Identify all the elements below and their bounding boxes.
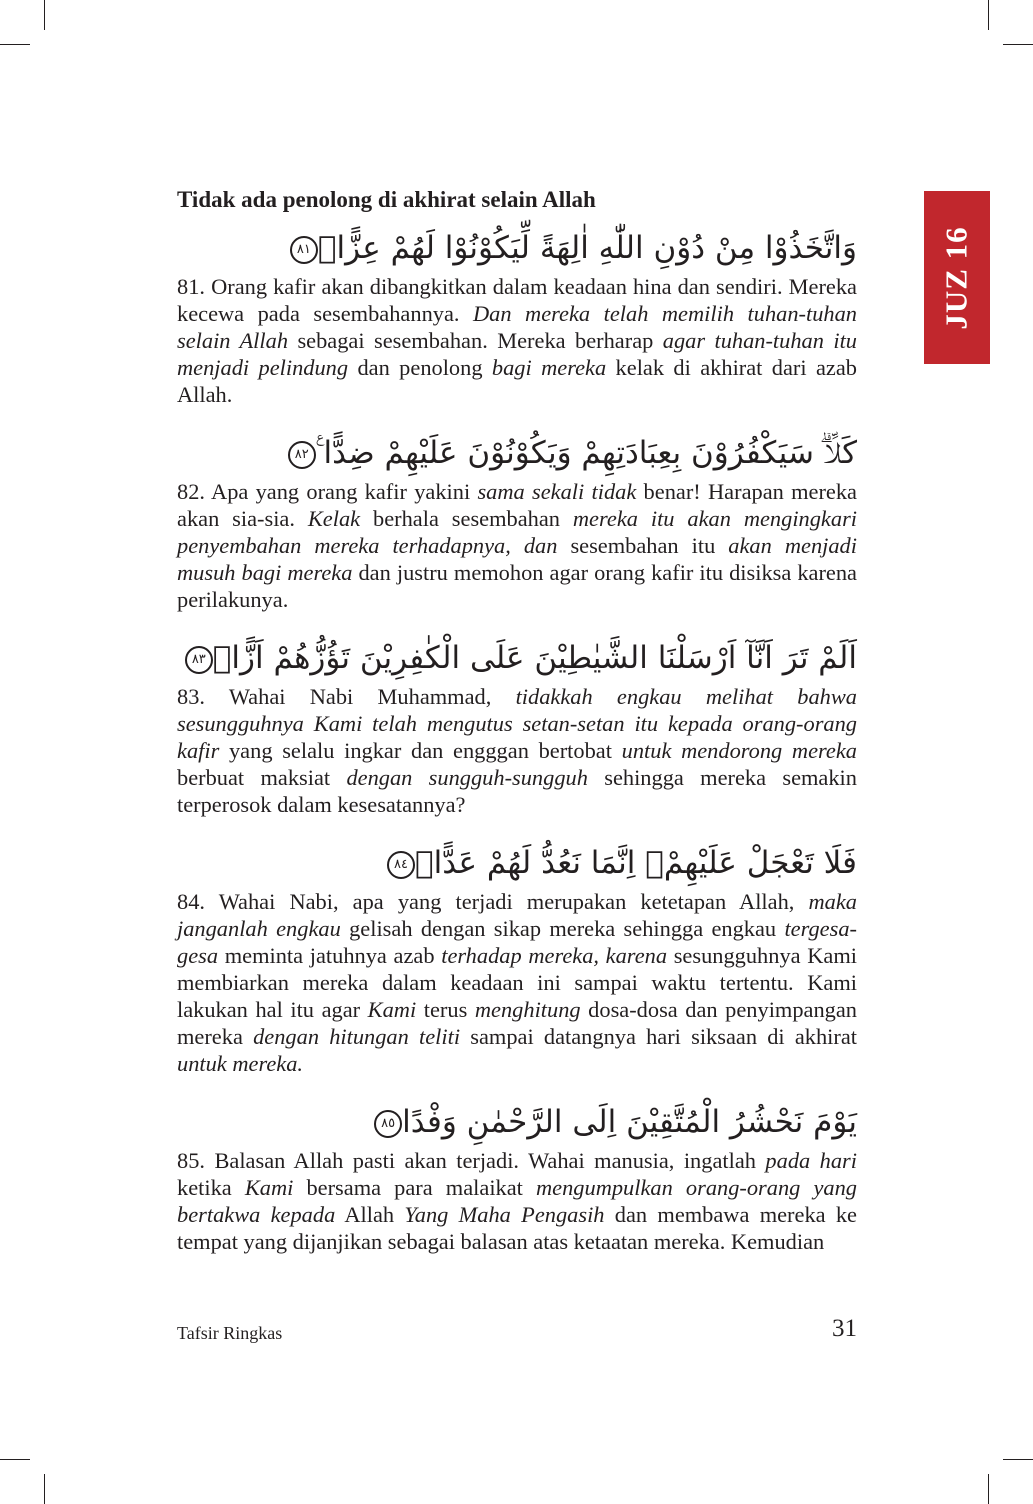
italic-text: mereka itu akan mengingkari penyembahan mereka terhadapnya, dan	[177, 506, 857, 558]
body-text: dan penolong	[348, 355, 492, 380]
juz-side-tab	[924, 191, 990, 364]
verse-translation	[177, 478, 857, 613]
body-text: dan membawa mereka ke tempat yang dijanjikan sebagai balasan atas ketaatan mereka. Kemudian	[177, 1202, 857, 1254]
body-text: berhala sesembahan	[360, 506, 573, 531]
body-text: bersama para malaikat	[293, 1175, 536, 1200]
body-text: sebagai sesembahan. Mereka berharap	[288, 328, 663, 353]
italic-text: bagi mereka	[491, 355, 607, 380]
italic-text: untuk mereka.	[177, 1051, 304, 1076]
body-text: sesungguhnya Kami membiarkan mereka dalam keadaan ini sampai waktu tertentu. Kami lakukan hal itu agar	[177, 943, 857, 1022]
body-text: Allah	[335, 1202, 405, 1227]
ayah-number-icon: ٨١	[290, 236, 318, 264]
body-text: ketika	[177, 1175, 245, 1200]
body-text: benar! Harapan mereka akan sia-sia.	[177, 479, 857, 531]
italic-text: sama sekali tidak	[477, 479, 637, 504]
italic-text: pada hari	[765, 1148, 857, 1173]
italic-text: maka janganlah engkau	[177, 889, 857, 941]
juz-label: JUZ 16	[939, 225, 975, 330]
ayah-number-icon: ٨٣	[185, 646, 213, 674]
arabic-verse	[177, 1097, 857, 1147]
italic-text: akan menjadi musuh bagi mereka	[177, 533, 857, 585]
crop-mark-bottom-left-h	[0, 1459, 30, 1460]
body-text: sesembahan itu	[557, 533, 729, 558]
crop-mark-bottom-left-v	[44, 1474, 45, 1504]
italic-text: Dan mereka telah memilih tuhan-tuhan selain Allah	[177, 301, 857, 353]
crop-mark-bottom-right-v	[988, 1474, 989, 1504]
verse-translation	[177, 273, 857, 408]
body-text: 83. Wahai Nabi Muhammad,	[177, 684, 516, 709]
italic-text: untuk mendorong mereka	[621, 738, 857, 763]
italic-text: Kami	[367, 997, 417, 1022]
italic-text: tergesa-gesa	[177, 916, 857, 968]
page-number: 31	[832, 1315, 857, 1342]
crop-mark-top-right-h	[1003, 44, 1033, 45]
body-text: terus	[416, 997, 475, 1022]
arabic-text: كَلَّاۗ سَيَكْفُرُوْنَ بِعِبَادَتِهِمْ وَيَكُوْنُوْنَ عَلَيْهِمْ ضِدًّا ࣖ	[315, 435, 857, 471]
arabic-verse	[177, 633, 857, 683]
footer-book-title: Tafsir Ringkas	[177, 1323, 283, 1343]
arabic-verse	[177, 838, 857, 888]
ayah-number-icon: ٨٤	[387, 851, 415, 879]
body-text: gelisah dengan sikap mereka sehingga engkau	[340, 916, 785, 941]
body-text: kelak di akhirat dari azab Allah.	[177, 355, 857, 407]
body-text: 81. Orang kafir akan dibangkitkan dalam keadaan hina dan sendiri. Mereka kecewa pada sesembahannya.	[177, 274, 857, 326]
body-text: 85. Balasan Allah pasti akan terjadi. Wahai manusia, ingatlah	[177, 1148, 766, 1173]
italic-text: Yang Maha Pengasih	[404, 1202, 605, 1227]
arabic-text: وَاتَّخَذُوْا مِنْ دُوْنِ اللّٰهِ اٰلِهَةً لِّيَكُوْنُوْا لَهُمْ عِزًّاۙ	[317, 230, 857, 266]
arabic-text: يَوْمَ نَحْشُرُ الْمُتَّقِيْنَ اِلَى الرَّحْمٰنِ وَفْدًا	[402, 1104, 857, 1140]
verse-translation	[177, 888, 857, 1077]
body-text: 84. Wahai Nabi, apa yang terjadi merupakan ketetapan Allah,	[177, 889, 809, 914]
italic-text: dengan hitungan teliti	[253, 1024, 461, 1049]
arabic-verse	[177, 428, 857, 478]
italic-text: mengumpulkan orang-orang yang bertakwa kepada	[177, 1175, 857, 1227]
body-text: berbuat maksiat	[177, 765, 347, 790]
body-text: sampai datangnya hari siksaan di akhirat	[460, 1024, 857, 1049]
body-text: meminta jatuhnya azab	[218, 943, 442, 968]
section-heading: Tidak ada penolong di akhirat selain Allah	[177, 187, 596, 212]
crop-mark-top-left-v	[44, 0, 45, 30]
italic-text: agar tuhan-tuhan itu menjadi pelindung	[177, 328, 857, 380]
body-text: 82. Apa yang orang kafir yakini	[177, 479, 478, 504]
italic-text: menghitung	[474, 997, 581, 1022]
body-text: yang selalu ingkar dan engggan bertobat	[219, 738, 622, 763]
arabic-verse	[177, 223, 857, 273]
crop-mark-top-left-h	[0, 44, 30, 45]
italic-text: dengan sungguh-sungguh	[346, 765, 588, 790]
italic-text: terhadap mereka, karena	[441, 943, 668, 968]
arabic-text: فَلَا تَعْجَلْ عَلَيْهِمْۗ اِنَّمَا نَعُدُّ لَهُمْ عَدًّاۚ	[415, 845, 857, 881]
page-content	[177, 183, 857, 1275]
arabic-text: اَلَمْ تَرَ اَنَّآ اَرْسَلْنَا الشَّيٰطِيْنَ عَلَى الْكٰفِرِيْنَ تَؤُزُّهُمْ اَزًّاۙ	[212, 640, 857, 676]
verse-translation	[177, 1147, 857, 1255]
crop-mark-bottom-right-h	[1003, 1459, 1033, 1460]
ayah-number-icon: ٨٥	[374, 1110, 402, 1138]
verse-translation	[177, 683, 857, 818]
italic-text: Kelak	[307, 506, 361, 531]
body-text: dan justru memohon agar orang kafir itu disiksa karena perilakunya.	[177, 560, 857, 612]
body-text: sehingga mereka semakin terperosok dalam kesesatannya?	[177, 765, 857, 817]
body-text: dosa-dosa dan penyimpangan mereka	[177, 997, 857, 1049]
italic-text: Kami	[244, 1175, 294, 1200]
crop-mark-top-right-v	[988, 0, 989, 30]
italic-text: tidakkah engkau melihat bahwa sesungguhnya Kami telah mengutus setan-setan itu kepada orang-orang kafir	[177, 684, 857, 763]
ayah-number-icon: ٨٢	[288, 441, 316, 469]
